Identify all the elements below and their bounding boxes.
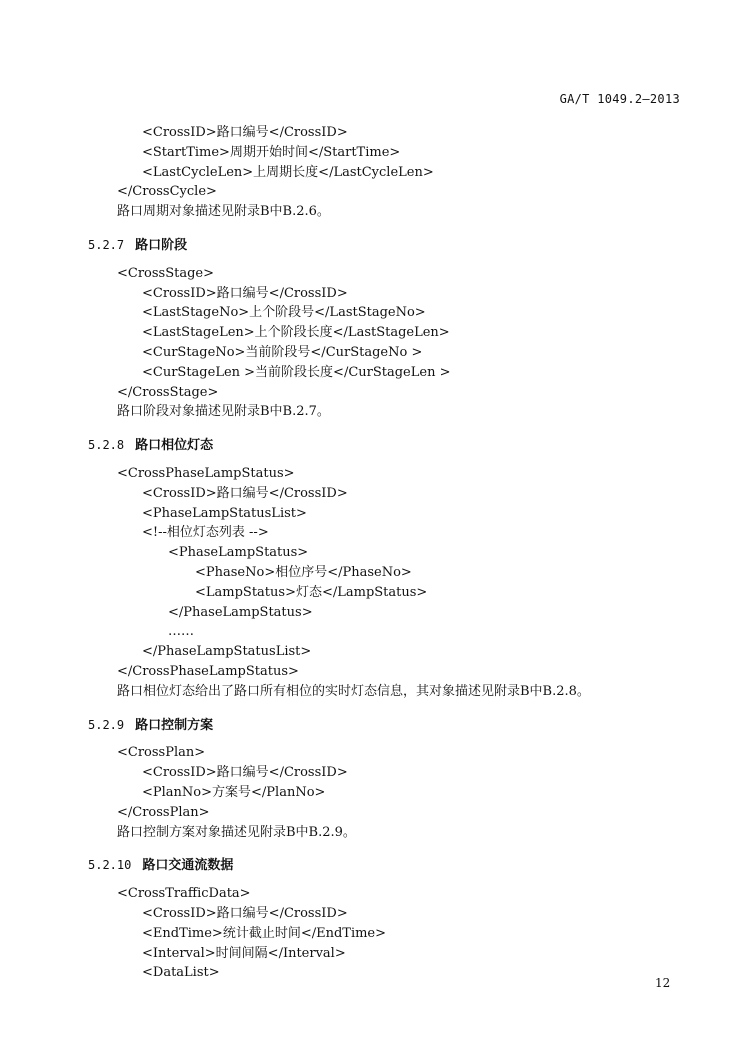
code-line: <LampStatus>灯态</LampStatus>	[195, 584, 428, 600]
code-line: <EndTime>统计截止时间</EndTime>	[142, 925, 387, 941]
description-note: 路口相位灯态给出了路口所有相位的实时灯态信息，其对象描述见附录B中B.2.8。	[117, 683, 590, 699]
section-title: 路口阶段	[135, 238, 188, 253]
code-line: ……	[168, 624, 194, 640]
page-number: 12	[655, 976, 671, 990]
code-line: </CrossCycle>	[117, 184, 217, 200]
code-line: <LastStageNo>上个阶段号</LastStageNo>	[142, 305, 426, 321]
code-line: </CrossPlan>	[117, 804, 210, 820]
section-heading	[88, 234, 187, 253]
section-heading	[88, 434, 213, 453]
code-line: </PhaseLampStatus>	[168, 604, 313, 620]
description-note: 路口阶段对象描述见附录B中B.2.7。	[117, 404, 330, 420]
code-line: <LastStageLen>上个阶段长度</LastStageLen>	[142, 325, 450, 341]
code-line: <!--相位灯态列表 -->	[142, 525, 269, 541]
code-line: <StartTime>周期开始时间</StartTime>	[142, 144, 401, 160]
section-number: 5.2.10	[88, 858, 132, 873]
code-line: <CrossID>路口编号</CrossID>	[142, 906, 348, 921]
section-number: 5.2.8	[88, 438, 125, 453]
section-number: 5.2.9	[88, 717, 125, 732]
code-line: <Interval>时间间隔</Interval>	[142, 945, 346, 961]
code-line: <CrossID>路口编号</CrossID>	[142, 125, 348, 140]
section-heading	[88, 854, 233, 873]
code-line: <CrossTrafficData>	[117, 886, 251, 902]
code-line: </CrossStage>	[117, 384, 219, 400]
code-line: <PhaseLampStatus>	[168, 545, 309, 561]
section-title: 路口相位灯态	[135, 438, 214, 454]
code-line: <PhaseNo>相位序号</PhaseNo>	[195, 565, 412, 580]
code-line: <CrossID>路口编号</CrossID>	[142, 765, 348, 781]
section-title: 路口交通流数据	[142, 858, 234, 874]
code-line: <LastCycleLen>上周期长度</LastCycleLen>	[142, 164, 434, 180]
section-heading	[88, 714, 213, 733]
section-title: 路口控制方案	[135, 717, 214, 733]
code-line: <CrossPhaseLampStatus>	[117, 466, 295, 481]
code-line: <DataList>	[142, 965, 220, 981]
code-line: </CrossPhaseLampStatus>	[117, 664, 299, 679]
code-line: <CrossPlan>	[117, 745, 206, 761]
standard-code-header: GA/T 1049.2—2013	[559, 92, 680, 106]
description-note: 路口控制方案对象描述见附录B中B.2.9。	[117, 824, 356, 840]
code-line: <PlanNo>方案号</PlanNo>	[142, 785, 326, 800]
code-line: </PhaseLampStatusList>	[142, 644, 312, 660]
section-number: 5.2.7	[88, 238, 125, 252]
code-line: <CrossID>路口编号</CrossID>	[142, 285, 348, 301]
description-note: 路口周期对象描述见附录B中B.2.6。	[117, 204, 330, 220]
code-line: <CrossStage>	[117, 265, 215, 281]
code-line: <CurStageLen >当前阶段长度</CurStageLen >	[142, 364, 451, 380]
code-line: <CrossID>路口编号</CrossID>	[142, 485, 348, 501]
code-line: <PhaseLampStatusList>	[142, 505, 307, 521]
code-line: <CurStageNo>当前阶段号</CurStageNo >	[142, 345, 423, 360]
